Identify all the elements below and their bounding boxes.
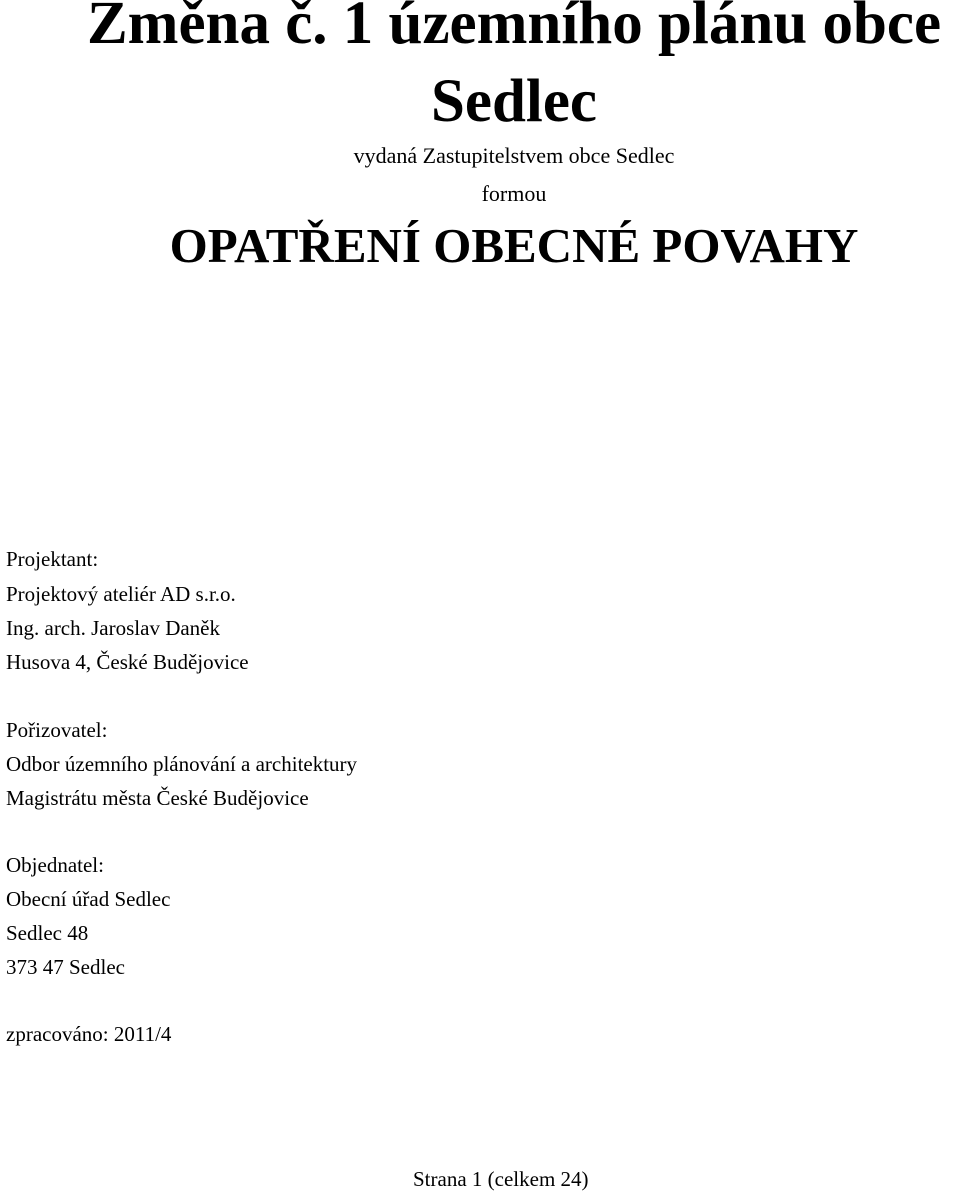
objednatel-street: Sedlec 48 bbox=[6, 921, 89, 945]
issued-by-subtitle: vydaná Zastupitelstvem obce Sedlec bbox=[353, 143, 675, 168]
porizovatel-label: Pořizovatel: bbox=[6, 718, 108, 742]
objednatel-label: Objednatel: bbox=[6, 853, 104, 877]
objednatel-office: Obecní úřad Sedlec bbox=[6, 887, 171, 911]
main-heading: OPATŘENÍ OBECNÉ POVAHY bbox=[169, 218, 859, 273]
porizovatel-department: Odbor územního plánování a architektury bbox=[6, 752, 358, 776]
document-title-line-2: Sedlec bbox=[430, 68, 598, 135]
document-title-line-1: Změna č. 1 územního plánu obce bbox=[86, 0, 942, 57]
objednatel-postal: 373 47 Sedlec bbox=[6, 955, 125, 979]
projektant-label: Projektant: bbox=[6, 547, 99, 571]
processed-date: zpracováno: 2011/4 bbox=[6, 1022, 172, 1046]
page-number-footer: Strana 1 (celkem 24) bbox=[413, 1167, 589, 1191]
projektant-architect: Ing. arch. Jaroslav Daněk bbox=[6, 616, 220, 640]
porizovatel-office: Magistrátu města České Budějovice bbox=[6, 786, 309, 810]
form-subtitle: formou bbox=[481, 181, 547, 206]
projektant-company: Projektový ateliér AD s.r.o. bbox=[6, 582, 236, 606]
projektant-address: Husova 4, České Budějovice bbox=[6, 650, 249, 674]
